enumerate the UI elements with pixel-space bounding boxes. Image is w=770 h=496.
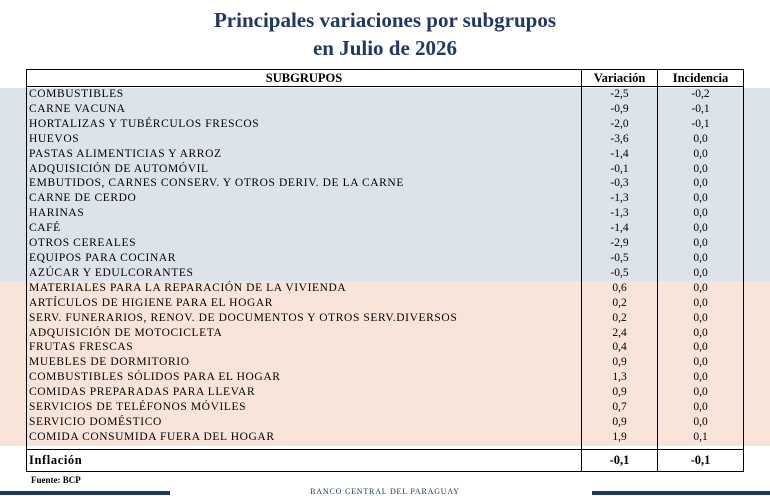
incidence-value: 0,0 <box>658 296 744 311</box>
header-subgroups: SUBGRUPOS <box>27 70 582 87</box>
header-variation: Variación <box>582 70 658 87</box>
incidence-value: 0,0 <box>658 281 744 296</box>
subgroup-name: ARTÍCULOS DE HIGIENE PARA EL HOGAR <box>27 296 582 311</box>
incidence-value: -0,1 <box>658 102 744 117</box>
table-row <box>27 266 744 281</box>
variation-value: -1,4 <box>582 221 658 236</box>
table-row <box>27 117 744 132</box>
variation-value: -1,3 <box>582 191 658 206</box>
subgroup-name: OTROS CEREALES <box>27 236 582 251</box>
inflation-label: Inflación <box>27 449 582 471</box>
header-incidence: Incidencia <box>658 70 744 87</box>
table-row <box>27 102 744 117</box>
subgroup-name: EQUIPOS PARA COCINAR <box>27 251 582 266</box>
subgroup-name: COMBUSTIBLES SÓLIDOS PARA EL HOGAR <box>27 370 582 385</box>
variation-value: -0,1 <box>582 162 658 177</box>
inflation-incidence: -0,1 <box>658 449 744 471</box>
table-header-row <box>27 70 744 87</box>
variation-value: -0,3 <box>582 176 658 191</box>
table-row <box>27 162 744 177</box>
incidence-value: 0,0 <box>658 311 744 326</box>
incidence-value: 0,0 <box>658 176 744 191</box>
subgroup-name: FRUTAS FRESCAS <box>27 340 582 355</box>
subgroup-name: COMBUSTIBLES <box>27 87 582 102</box>
table-row <box>27 355 744 370</box>
incidence-value: 0,0 <box>658 355 744 370</box>
table-row <box>27 340 744 355</box>
incidence-value: 0,0 <box>658 370 744 385</box>
subgroup-name: ADQUISICIÓN DE AUTOMÓVIL <box>27 162 582 177</box>
table-row <box>27 385 744 400</box>
subgroup-name: HORTALIZAS Y TUBÉRCULOS FRESCOS <box>27 117 582 132</box>
table-row <box>27 176 744 191</box>
subgroup-name: CAFÉ <box>27 221 582 236</box>
table-row <box>27 251 744 266</box>
variation-value: 0,9 <box>582 385 658 400</box>
variation-value: 0,2 <box>582 311 658 326</box>
table-row <box>27 281 744 296</box>
inflation-variation: -0,1 <box>582 449 658 471</box>
table-row <box>27 206 744 221</box>
variation-value: -2,5 <box>582 87 658 102</box>
table-row <box>27 221 744 236</box>
incidence-value: 0,0 <box>658 147 744 162</box>
incidence-value: 0,0 <box>658 191 744 206</box>
subgroup-name: ADQUISICIÓN DE MOTOCICLETA <box>27 326 582 341</box>
incidence-value: 0,0 <box>658 415 744 430</box>
variation-value: -0,9 <box>582 102 658 117</box>
variation-value: -3,6 <box>582 132 658 147</box>
subgroup-name: SERVICIOS DE TELÉFONOS MÓVILES <box>27 400 582 415</box>
variation-value: 0,6 <box>582 281 658 296</box>
subgroup-name: COMIDA CONSUMIDA FUERA DEL HOGAR <box>27 430 582 445</box>
subgroup-name: HARINAS <box>27 206 582 221</box>
subgroups-table <box>26 69 744 472</box>
report-title <box>0 6 770 62</box>
table-row <box>27 400 744 415</box>
variation-value: 0,2 <box>582 296 658 311</box>
incidence-value: 0,0 <box>658 236 744 251</box>
incidence-value: 0,1 <box>658 430 744 445</box>
subgroup-name: COMIDAS PREPARADAS PARA LLEVAR <box>27 385 582 400</box>
subgroup-name: SERVICIO DOMÉSTICO <box>27 415 582 430</box>
variation-value: 0,9 <box>582 355 658 370</box>
variation-value: -1,4 <box>582 147 658 162</box>
variation-value: 1,3 <box>582 370 658 385</box>
incidence-value: 0,0 <box>658 266 744 281</box>
footer-institution: BANCO CENTRAL DEL PARAGUAY <box>310 487 460 496</box>
variation-value: 2,4 <box>582 326 658 341</box>
incidence-value: 0,0 <box>658 400 744 415</box>
variation-value: 0,9 <box>582 415 658 430</box>
variation-value: -1,3 <box>582 206 658 221</box>
incidence-value: 0,0 <box>658 340 744 355</box>
incidence-value: 0,0 <box>658 206 744 221</box>
variation-value: 0,7 <box>582 400 658 415</box>
table-row <box>27 132 744 147</box>
subgroup-name: AZÚCAR Y EDULCORANTES <box>27 266 582 281</box>
inflation-row <box>27 449 744 471</box>
table-row <box>27 87 744 102</box>
subgroup-name: SERV. FUNERARIOS, RENOV. DE DOCUMENTOS Y OTROS SERV.DIVERSOS <box>27 311 582 326</box>
table-row <box>27 147 744 162</box>
variation-value: 1,9 <box>582 430 658 445</box>
incidence-value: -0,1 <box>658 117 744 132</box>
report-title-line-1: Principales variaciones por subgrupos <box>213 8 557 32</box>
subgroup-name: PASTAS ALIMENTICIAS Y ARROZ <box>27 147 582 162</box>
variation-value: -0,5 <box>582 251 658 266</box>
variation-value: -2,9 <box>582 236 658 251</box>
table-row <box>27 311 744 326</box>
report-title-line-2: en Julio de 2026 <box>312 36 458 60</box>
incidence-value: 0,0 <box>658 251 744 266</box>
table-row <box>27 191 744 206</box>
table-body <box>27 87 744 472</box>
subgroup-name: MUEBLES DE DORMITORIO <box>27 355 582 370</box>
incidence-value: 0,0 <box>658 326 744 341</box>
table-row <box>27 296 744 311</box>
variation-value: -0,5 <box>582 266 658 281</box>
incidence-value: 0,0 <box>658 132 744 147</box>
incidence-value: 0,0 <box>658 162 744 177</box>
variation-value: 0,4 <box>582 340 658 355</box>
source-note: Fuente: BCP <box>31 475 81 485</box>
table-row <box>27 430 744 445</box>
subgroup-name: CARNE VACUNA <box>27 102 582 117</box>
table-row <box>27 326 744 341</box>
incidence-value: -0,2 <box>658 87 744 102</box>
subgroup-name: HUEVOS <box>27 132 582 147</box>
table-row <box>27 415 744 430</box>
subgroup-name: MATERIALES PARA LA REPARACIÓN DE LA VIVIENDA <box>27 281 582 296</box>
table-row <box>27 236 744 251</box>
subgroup-name: CARNE DE CERDO <box>27 191 582 206</box>
table-row <box>27 370 744 385</box>
variation-value: -2,0 <box>582 117 658 132</box>
incidence-value: 0,0 <box>658 221 744 236</box>
incidence-value: 0,0 <box>658 385 744 400</box>
subgroup-name: EMBUTIDOS, CARNES CONSERV. Y OTROS DERIV. DE LA CARNE <box>27 176 582 191</box>
